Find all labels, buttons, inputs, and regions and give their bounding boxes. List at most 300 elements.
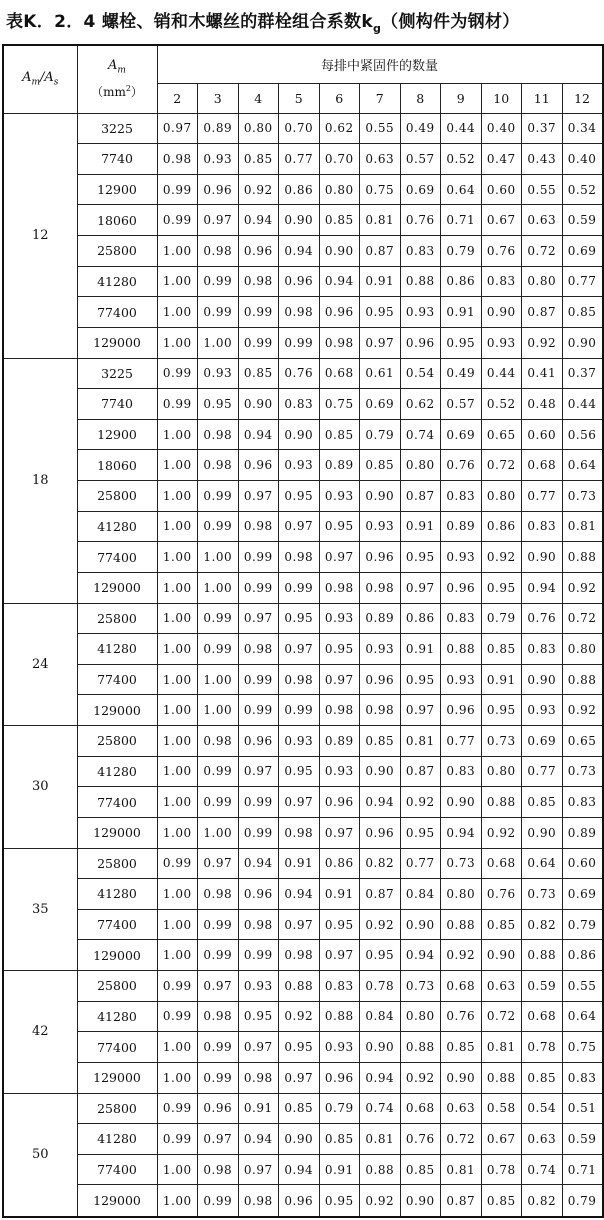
coefficient-cell: 0.74 — [522, 1154, 563, 1185]
coefficient-cell: 0.90 — [522, 817, 563, 848]
coefficient-cell: 0.98 — [198, 1001, 239, 1032]
coefficient-cell: 0.99 — [238, 572, 279, 603]
area-cell: 3225 — [77, 113, 157, 144]
coefficient-cell: 0.94 — [279, 1154, 320, 1185]
coefficient-cell: 0.76 — [279, 358, 320, 389]
coefficient-cell: 0.97 — [157, 113, 198, 144]
area-cell: 25800 — [77, 848, 157, 879]
coefficient-cell: 0.90 — [360, 756, 401, 787]
coefficient-cell: 0.90 — [360, 481, 401, 512]
coefficient-cell: 0.68 — [481, 848, 522, 879]
coefficient-cell: 0.85 — [319, 419, 360, 450]
coefficient-cell: 0.99 — [238, 695, 279, 726]
coefficient-cell: 0.94 — [238, 205, 279, 236]
coefficient-cell: 0.97 — [279, 787, 320, 818]
coefficient-cell: 0.88 — [481, 787, 522, 818]
area-column-header — [77, 45, 157, 113]
coefficient-cell: 0.96 — [441, 695, 482, 726]
table-row — [3, 634, 603, 665]
coefficient-cell: 0.67 — [481, 205, 522, 236]
coefficient-cell: 0.84 — [360, 1001, 401, 1032]
table-row — [3, 174, 603, 205]
coefficient-cell: 0.80 — [238, 113, 279, 144]
coefficient-cell: 0.91 — [319, 879, 360, 910]
coefficient-cell: 0.99 — [157, 358, 198, 389]
coefficient-cell: 0.95 — [319, 511, 360, 542]
coefficient-cell: 0.87 — [360, 236, 401, 267]
coefficient-cell: 0.79 — [441, 236, 482, 267]
coefficient-cell: 0.97 — [279, 634, 320, 665]
coefficient-cell: 0.94 — [238, 419, 279, 450]
coefficient-cell: 0.87 — [522, 297, 563, 328]
table-row — [3, 511, 603, 542]
coefficient-cell: 0.69 — [562, 879, 603, 910]
coefficient-cell: 0.55 — [360, 113, 401, 144]
coefficient-cell: 0.92 — [562, 695, 603, 726]
coefficient-cell: 0.98 — [238, 266, 279, 297]
coefficient-cell: 0.80 — [481, 756, 522, 787]
coefficient-cell: 0.86 — [279, 174, 320, 205]
coefficient-cell: 0.93 — [400, 297, 441, 328]
coefficient-cell: 0.83 — [522, 511, 563, 542]
coefficient-cell: 0.62 — [319, 113, 360, 144]
coefficient-cell: 0.88 — [360, 1154, 401, 1185]
coefficient-cell: 0.99 — [279, 695, 320, 726]
coefficient-cell: 0.92 — [441, 940, 482, 971]
coefficient-cell: 0.98 — [198, 419, 239, 450]
coefficient-cell: 0.98 — [238, 511, 279, 542]
coefficient-cell: 0.75 — [562, 1032, 603, 1063]
table-row — [3, 450, 603, 481]
table-row — [3, 787, 603, 818]
area-cell: 77400 — [77, 909, 157, 940]
coefficient-cell: 0.78 — [481, 1154, 522, 1185]
coefficient-cell: 0.87 — [441, 1185, 482, 1217]
ratio-group-cell: 12 — [3, 113, 77, 358]
coefficient-cell: 0.88 — [562, 664, 603, 695]
coefficient-cell: 1.00 — [157, 879, 198, 910]
coefficient-cell: 0.69 — [441, 419, 482, 450]
coefficient-cell: 1.00 — [157, 940, 198, 971]
count-header-cell: 12 — [562, 83, 603, 113]
coefficient-cell: 0.97 — [198, 1124, 239, 1155]
coefficient-cell: 0.99 — [198, 909, 239, 940]
coefficient-cell: 0.47 — [481, 144, 522, 175]
coefficient-cell: 0.98 — [360, 695, 401, 726]
coefficient-cell: 0.44 — [441, 113, 482, 144]
coefficient-cell: 1.00 — [198, 542, 239, 573]
area-cell: 77400 — [77, 297, 157, 328]
coefficient-cell: 0.99 — [157, 848, 198, 879]
area-cell: 41280 — [77, 511, 157, 542]
coefficient-cell: 0.73 — [562, 481, 603, 512]
coefficient-cell: 0.99 — [238, 664, 279, 695]
area-cell: 129000 — [77, 1062, 157, 1093]
coefficient-cell: 0.88 — [319, 1001, 360, 1032]
coefficient-cell: 0.85 — [522, 787, 563, 818]
coefficient-cell: 0.92 — [562, 572, 603, 603]
coefficient-cell: 1.00 — [198, 664, 239, 695]
table-row — [3, 1124, 603, 1155]
coefficient-cell: 0.97 — [360, 327, 401, 358]
coefficient-cell: 0.87 — [400, 481, 441, 512]
coefficient-cell: 0.91 — [441, 297, 482, 328]
coefficient-cell: 0.92 — [279, 1001, 320, 1032]
coefficient-cell: 0.83 — [441, 481, 482, 512]
coefficient-cell: 0.89 — [319, 726, 360, 757]
coefficient-cell: 0.94 — [238, 848, 279, 879]
coefficient-cell: 0.92 — [400, 787, 441, 818]
area-cell: 25800 — [77, 236, 157, 267]
coefficient-cell: 0.94 — [279, 879, 320, 910]
table-row — [3, 113, 603, 144]
coefficient-cell: 0.79 — [360, 419, 401, 450]
coefficient-cell: 1.00 — [157, 1154, 198, 1185]
coefficient-cell: 0.97 — [238, 1154, 279, 1185]
coefficient-cell: 0.81 — [400, 726, 441, 757]
coefficient-cell: 0.93 — [360, 511, 401, 542]
area-cell: 3225 — [77, 358, 157, 389]
area-cell: 77400 — [77, 787, 157, 818]
table-row — [3, 1062, 603, 1093]
coefficient-cell: 0.95 — [279, 756, 320, 787]
coefficient-cell: 0.94 — [238, 1124, 279, 1155]
coefficient-cell: 1.00 — [157, 634, 198, 665]
coefficient-cell: 0.69 — [400, 174, 441, 205]
coefficient-cell: 0.83 — [400, 236, 441, 267]
table-row — [3, 940, 603, 971]
coefficient-cell: 0.94 — [400, 940, 441, 971]
coefficient-cell: 0.73 — [562, 756, 603, 787]
coefficient-cell: 0.34 — [562, 113, 603, 144]
coefficient-cell: 0.83 — [279, 389, 320, 420]
coefficient-cell: 0.76 — [522, 603, 563, 634]
area-cell: 41280 — [77, 879, 157, 910]
coefficient-cell: 0.65 — [562, 726, 603, 757]
coefficient-cell: 0.64 — [522, 848, 563, 879]
coefficient-cell: 0.90 — [238, 389, 279, 420]
area-cell: 129000 — [77, 695, 157, 726]
coefficient-cell: 0.73 — [441, 848, 482, 879]
coefficient-cell: 0.93 — [319, 1032, 360, 1063]
area-cell: 7740 — [77, 144, 157, 175]
area-header-unit: $(mm^2)$ — [91, 84, 143, 100]
coefficient-cell: 0.40 — [562, 144, 603, 175]
coefficient-cell: 0.97 — [400, 695, 441, 726]
coefficient-cell: 0.63 — [481, 971, 522, 1002]
area-cell: 25800 — [77, 603, 157, 634]
coefficient-cell: 0.99 — [238, 327, 279, 358]
coefficient-cell: 0.92 — [360, 909, 401, 940]
coefficient-cell: 0.99 — [198, 634, 239, 665]
coefficient-cell: 0.88 — [279, 971, 320, 1002]
coefficient-cell: 0.75 — [360, 174, 401, 205]
coefficient-cell: 0.61 — [360, 358, 401, 389]
coefficient-cell: 0.93 — [360, 634, 401, 665]
table-header — [3, 45, 603, 113]
coefficient-cell: 0.81 — [562, 511, 603, 542]
coefficient-cell: 0.90 — [319, 236, 360, 267]
coefficient-cell: 0.76 — [441, 1001, 482, 1032]
coefficient-cell: 0.76 — [481, 236, 522, 267]
coefficient-cell: 0.97 — [319, 542, 360, 573]
fastener-count-header: 每排中紧固件的数量 — [157, 45, 603, 83]
table-row — [3, 971, 603, 1002]
coefficient-cell: 0.69 — [562, 236, 603, 267]
coefficient-cell: 0.95 — [279, 1032, 320, 1063]
coefficient-cell: 0.97 — [400, 572, 441, 603]
coefficient-cell: 0.94 — [360, 787, 401, 818]
coefficient-cell: 0.70 — [279, 113, 320, 144]
coefficient-cell: 1.00 — [157, 266, 198, 297]
coefficient-cell: 0.90 — [522, 542, 563, 573]
coefficient-cell: 0.73 — [522, 879, 563, 910]
area-cell: 18060 — [77, 450, 157, 481]
coefficient-cell: 0.90 — [279, 419, 320, 450]
coefficient-cell: 0.85 — [441, 1032, 482, 1063]
coefficient-cell: 0.90 — [279, 205, 320, 236]
count-header-cell: 9 — [441, 83, 482, 113]
coefficient-cell: 0.93 — [441, 542, 482, 573]
coefficient-cell: 0.74 — [400, 419, 441, 450]
table-row — [3, 144, 603, 175]
coefficient-cell: 0.81 — [360, 1124, 401, 1155]
coefficient-cell: 0.67 — [481, 1124, 522, 1155]
table-row — [3, 1154, 603, 1185]
coefficient-cell: 0.91 — [238, 1093, 279, 1124]
coefficient-cell: 0.49 — [400, 113, 441, 144]
coefficient-cell: 0.99 — [157, 1093, 198, 1124]
coefficient-cell: 0.77 — [522, 481, 563, 512]
coefficient-cell: 0.57 — [441, 389, 482, 420]
ratio-group-cell: 42 — [3, 971, 77, 1094]
coefficient-cell: 1.00 — [157, 236, 198, 267]
coefficient-cell: 0.81 — [481, 1032, 522, 1063]
area-cell: 77400 — [77, 1154, 157, 1185]
coefficient-cell: 0.85 — [238, 144, 279, 175]
coefficient-cell: 0.93 — [319, 756, 360, 787]
coefficient-cell: 0.98 — [238, 634, 279, 665]
coefficient-cell: 0.99 — [198, 756, 239, 787]
coefficient-cell: 0.82 — [360, 848, 401, 879]
coefficient-cell: 0.97 — [238, 756, 279, 787]
coefficient-cell: 0.68 — [319, 358, 360, 389]
area-cell: 77400 — [77, 664, 157, 695]
coefficient-cell: 1.00 — [157, 1185, 198, 1217]
coefficient-cell: 0.98 — [360, 572, 401, 603]
coefficient-cell: 0.59 — [562, 205, 603, 236]
coefficient-cell: 0.83 — [441, 603, 482, 634]
coefficient-cell: 0.97 — [198, 848, 239, 879]
coefficient-cell: 0.95 — [400, 664, 441, 695]
coefficient-cell: 0.63 — [522, 1124, 563, 1155]
coefficient-cell: 0.51 — [562, 1093, 603, 1124]
coefficient-cell: 0.86 — [481, 511, 522, 542]
area-cell: 7740 — [77, 389, 157, 420]
coefficient-cell: 0.98 — [198, 236, 239, 267]
coefficient-cell: 0.80 — [441, 879, 482, 910]
coefficient-cell: 1.00 — [157, 756, 198, 787]
coefficient-cell: 0.88 — [481, 1062, 522, 1093]
area-cell: 12900 — [77, 419, 157, 450]
coefficient-cell: 0.82 — [522, 1185, 563, 1217]
coefficient-cell: 0.60 — [562, 848, 603, 879]
coefficient-cell: 0.98 — [319, 572, 360, 603]
coefficient-cell: 0.96 — [360, 664, 401, 695]
coefficient-cell: 0.87 — [360, 879, 401, 910]
coefficient-cell: 0.91 — [360, 266, 401, 297]
coefficient-cell: 0.95 — [400, 542, 441, 573]
coefficient-cell: 0.86 — [441, 266, 482, 297]
coefficient-cell: 0.95 — [360, 940, 401, 971]
coefficient-cell: 0.85 — [319, 205, 360, 236]
coefficient-cell: 0.96 — [198, 174, 239, 205]
coefficient-cell: 0.72 — [481, 1001, 522, 1032]
coefficient-cell: 0.72 — [562, 603, 603, 634]
coefficient-cell: 0.97 — [238, 1032, 279, 1063]
coefficient-cell: 0.52 — [441, 144, 482, 175]
coefficient-cell: 0.54 — [522, 1093, 563, 1124]
coefficient-cell: 0.71 — [441, 205, 482, 236]
table-row — [3, 481, 603, 512]
table-row — [3, 389, 603, 420]
coefficient-cell: 1.00 — [157, 542, 198, 573]
coefficient-cell: 1.00 — [157, 664, 198, 695]
area-cell: 41280 — [77, 756, 157, 787]
table-row — [3, 205, 603, 236]
coefficient-cell: 0.85 — [238, 358, 279, 389]
coefficient-cell: 0.99 — [198, 297, 239, 328]
coefficient-cell: 1.00 — [157, 695, 198, 726]
coefficient-cell: 0.93 — [279, 450, 320, 481]
coefficient-cell: 0.96 — [400, 327, 441, 358]
coefficient-cell: 0.98 — [198, 726, 239, 757]
coefficient-cell: 0.97 — [319, 940, 360, 971]
coefficient-cell: 0.83 — [562, 1062, 603, 1093]
coefficient-cell: 0.79 — [562, 1185, 603, 1217]
coefficient-cell: 0.91 — [319, 1154, 360, 1185]
coefficient-cell: 0.90 — [360, 1032, 401, 1063]
coefficient-cell: 1.00 — [157, 909, 198, 940]
coefficient-cell: 0.98 — [279, 542, 320, 573]
coefficient-cell: 0.97 — [238, 603, 279, 634]
coefficient-cell: 0.81 — [360, 205, 401, 236]
coefficient-cell: 0.60 — [522, 419, 563, 450]
coefficient-cell: 0.76 — [441, 450, 482, 481]
coefficient-cell: 0.44 — [481, 358, 522, 389]
coefficient-cell: 0.99 — [198, 603, 239, 634]
coefficient-cell: 0.98 — [238, 1062, 279, 1093]
coefficient-cell: 0.94 — [522, 572, 563, 603]
coefficient-cell: 0.97 — [238, 481, 279, 512]
coefficient-cell: 0.96 — [441, 572, 482, 603]
table-row — [3, 726, 603, 757]
coefficient-cell: 0.91 — [279, 848, 320, 879]
coefficient-cell: 0.89 — [562, 817, 603, 848]
coefficient-cell: 0.85 — [360, 450, 401, 481]
coefficient-cell: 0.88 — [522, 940, 563, 971]
coefficient-cell: 0.96 — [238, 879, 279, 910]
coefficient-cell: 0.98 — [198, 1154, 239, 1185]
area-cell: 129000 — [77, 1185, 157, 1217]
area-cell: 129000 — [77, 817, 157, 848]
coefficient-cell: 0.95 — [279, 481, 320, 512]
count-header-cell: 2 — [157, 83, 198, 113]
coefficient-cell: 0.90 — [481, 297, 522, 328]
table-row — [3, 909, 603, 940]
coefficient-cell: 0.68 — [400, 1093, 441, 1124]
coefficient-table — [2, 44, 604, 1218]
table-row — [3, 879, 603, 910]
coefficient-cell: 0.98 — [319, 695, 360, 726]
coefficient-cell: 0.96 — [238, 236, 279, 267]
coefficient-cell: 0.64 — [562, 1001, 603, 1032]
area-header-symbol: $A_m$ — [108, 58, 126, 77]
coefficient-cell: 0.92 — [400, 1062, 441, 1093]
coefficient-cell: 0.97 — [279, 511, 320, 542]
coefficient-cell: 0.41 — [522, 358, 563, 389]
coefficient-cell: 0.95 — [360, 297, 401, 328]
table-row — [3, 358, 603, 389]
coefficient-cell: 0.86 — [400, 603, 441, 634]
coefficient-cell: 0.99 — [157, 1124, 198, 1155]
coefficient-cell: 0.85 — [481, 634, 522, 665]
coefficient-cell: 0.40 — [481, 113, 522, 144]
coefficient-cell: 0.43 — [522, 144, 563, 175]
coefficient-cell: 1.00 — [157, 450, 198, 481]
coefficient-cell: 0.83 — [441, 756, 482, 787]
coefficient-cell: 0.99 — [198, 787, 239, 818]
coefficient-cell: 0.85 — [360, 726, 401, 757]
coefficient-cell: 0.69 — [522, 726, 563, 757]
ratio-group-cell: 24 — [3, 603, 77, 726]
coefficient-cell: 0.90 — [481, 940, 522, 971]
coefficient-cell: 0.52 — [562, 174, 603, 205]
coefficient-cell: 0.79 — [562, 909, 603, 940]
coefficient-cell: 0.98 — [198, 879, 239, 910]
count-header-cell: 4 — [238, 83, 279, 113]
coefficient-cell: 0.68 — [441, 971, 482, 1002]
coefficient-cell: 0.88 — [441, 634, 482, 665]
coefficient-cell: 0.99 — [198, 1185, 239, 1217]
coefficient-cell: 0.76 — [481, 879, 522, 910]
coefficient-cell: 0.94 — [360, 1062, 401, 1093]
area-cell: 41280 — [77, 1001, 157, 1032]
coefficient-cell: 0.99 — [238, 297, 279, 328]
coefficient-cell: 0.64 — [562, 450, 603, 481]
coefficient-cell: 0.97 — [198, 205, 239, 236]
coefficient-cell: 0.90 — [441, 1062, 482, 1093]
coefficient-cell: 0.97 — [198, 971, 239, 1002]
coefficient-cell: 0.37 — [522, 113, 563, 144]
coefficient-cell: 0.77 — [522, 756, 563, 787]
coefficient-cell: 0.95 — [319, 909, 360, 940]
coefficient-cell: 0.52 — [481, 389, 522, 420]
count-header-cell: 3 — [198, 83, 239, 113]
table-title-suffix: （侧构件为钢材） — [381, 12, 520, 32]
coefficient-cell: 0.37 — [562, 358, 603, 389]
coefficient-cell: 0.55 — [522, 174, 563, 205]
coefficient-cell: 0.98 — [279, 817, 320, 848]
coefficient-cell: 0.91 — [481, 664, 522, 695]
coefficient-cell: 0.88 — [441, 909, 482, 940]
coefficient-cell: 0.92 — [360, 1185, 401, 1217]
coefficient-cell: 0.96 — [198, 1093, 239, 1124]
table-row — [3, 419, 603, 450]
coefficient-cell: 0.56 — [562, 419, 603, 450]
coefficient-cell: 0.90 — [400, 1185, 441, 1217]
coefficient-cell: 0.83 — [562, 787, 603, 818]
